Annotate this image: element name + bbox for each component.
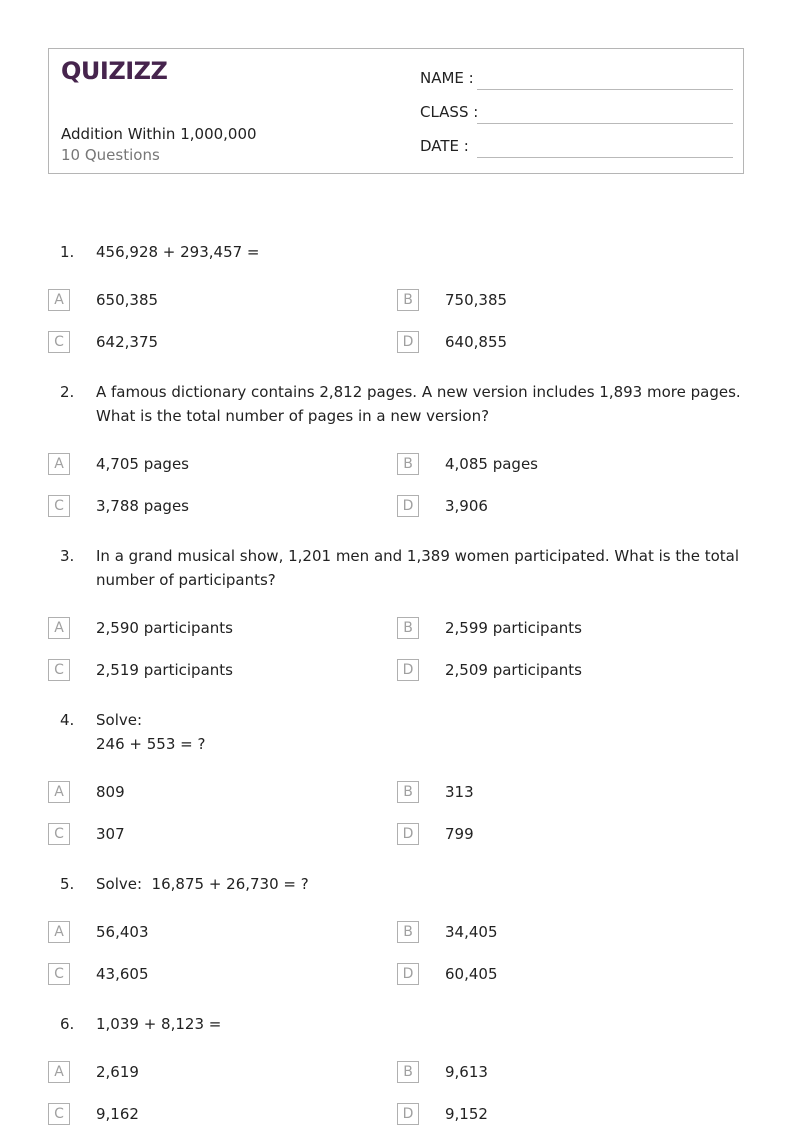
question-text-line: Solve: [96,711,143,729]
question-text [96,544,740,592]
option-d-box[interactable]: D [397,495,419,517]
name-write-line [477,89,733,90]
option-a-box[interactable]: A [48,781,70,803]
question-text [96,872,736,896]
option-b-text: 750,385 [445,291,508,309]
option-d-text: 9,152 [445,1105,488,1123]
option-d-text: 3,906 [445,497,488,515]
option-d-box[interactable]: D [397,1103,419,1125]
option-b-box[interactable]: B [397,921,419,943]
option-d-text: 2,509 participants [445,661,582,679]
option-c-box[interactable]: C [48,659,70,681]
question-text-line: In a grand musical show, 1,201 men and 1,389 women participated. What is the total [96,547,740,565]
option-b-text: 313 [445,783,474,801]
option-d-box[interactable]: D [397,331,419,353]
option-a-box[interactable]: A [48,921,70,943]
option-a-text: 4,705 pages [96,455,189,473]
question-text-line: A famous dictionary contains 2,812 pages. A new version includes 1,893 more pages. [96,383,741,401]
option-b-text: 4,085 pages [445,455,538,473]
question-text-line: 1,039 + 8,123 = [96,1015,222,1033]
option-a-text: 809 [96,783,125,801]
option-b-text: 9,613 [445,1063,488,1081]
option-b-box[interactable]: B [397,453,419,475]
date-write-line [477,157,733,158]
option-d-box[interactable]: D [397,823,419,845]
option-b-text: 2,599 participants [445,619,582,637]
option-a-box[interactable]: A [48,617,70,639]
option-d-text: 799 [445,825,474,843]
worksheet-title: Addition Within 1,000,000 [61,125,257,143]
question-number: 5. [60,875,75,893]
option-a-box[interactable]: A [48,289,70,311]
worksheet-header [48,48,744,174]
question-text [96,380,741,428]
question-number: 2. [60,383,75,401]
option-b-box[interactable]: B [397,1061,419,1083]
option-c-text: 43,605 [96,965,149,983]
option-c-box[interactable]: C [48,331,70,353]
class-write-line [477,123,733,124]
question-text-line: What is the total number of pages in a new version? [96,407,490,425]
question-number: 4. [60,711,75,729]
option-d-text: 640,855 [445,333,508,351]
option-c-box[interactable]: C [48,823,70,845]
option-c-text: 3,788 pages [96,497,189,515]
question-number: 1. [60,243,75,261]
class-label: CLASS : [420,103,479,121]
option-c-text: 9,162 [96,1105,139,1123]
option-c-text: 642,375 [96,333,159,351]
option-a-box[interactable]: A [48,1061,70,1083]
option-a-text: 650,385 [96,291,159,309]
option-d-box[interactable]: D [397,659,419,681]
option-a-box[interactable]: A [48,453,70,475]
question-text-line: number of participants? [96,571,276,589]
option-d-box[interactable]: D [397,963,419,985]
option-a-text: 56,403 [96,923,149,941]
option-b-box[interactable]: B [397,781,419,803]
question-text [96,1012,736,1036]
question-text-line: Solve: 16,875 + 26,730 = ? [96,875,309,893]
option-b-box[interactable]: B [397,289,419,311]
option-d-text: 60,405 [445,965,498,983]
question-text [96,240,736,264]
option-a-text: 2,590 participants [96,619,233,637]
quizizz-logo: QUIZIZZ [61,57,168,85]
date-label: DATE : [420,137,469,155]
question-count: 10 Questions [61,146,160,164]
question-number: 3. [60,547,75,565]
option-c-text: 2,519 participants [96,661,233,679]
option-c-box[interactable]: C [48,495,70,517]
option-c-box[interactable]: C [48,963,70,985]
question-text [96,708,736,756]
option-c-box[interactable]: C [48,1103,70,1125]
option-a-text: 2,619 [96,1063,139,1081]
option-c-text: 307 [96,825,125,843]
question-number: 6. [60,1015,75,1033]
question-text-line: 246 + 553 = ? [96,735,206,753]
question-text-line: 456,928 + 293,457 = [96,243,260,261]
name-label: NAME : [420,69,474,87]
option-b-box[interactable]: B [397,617,419,639]
option-b-text: 34,405 [445,923,498,941]
